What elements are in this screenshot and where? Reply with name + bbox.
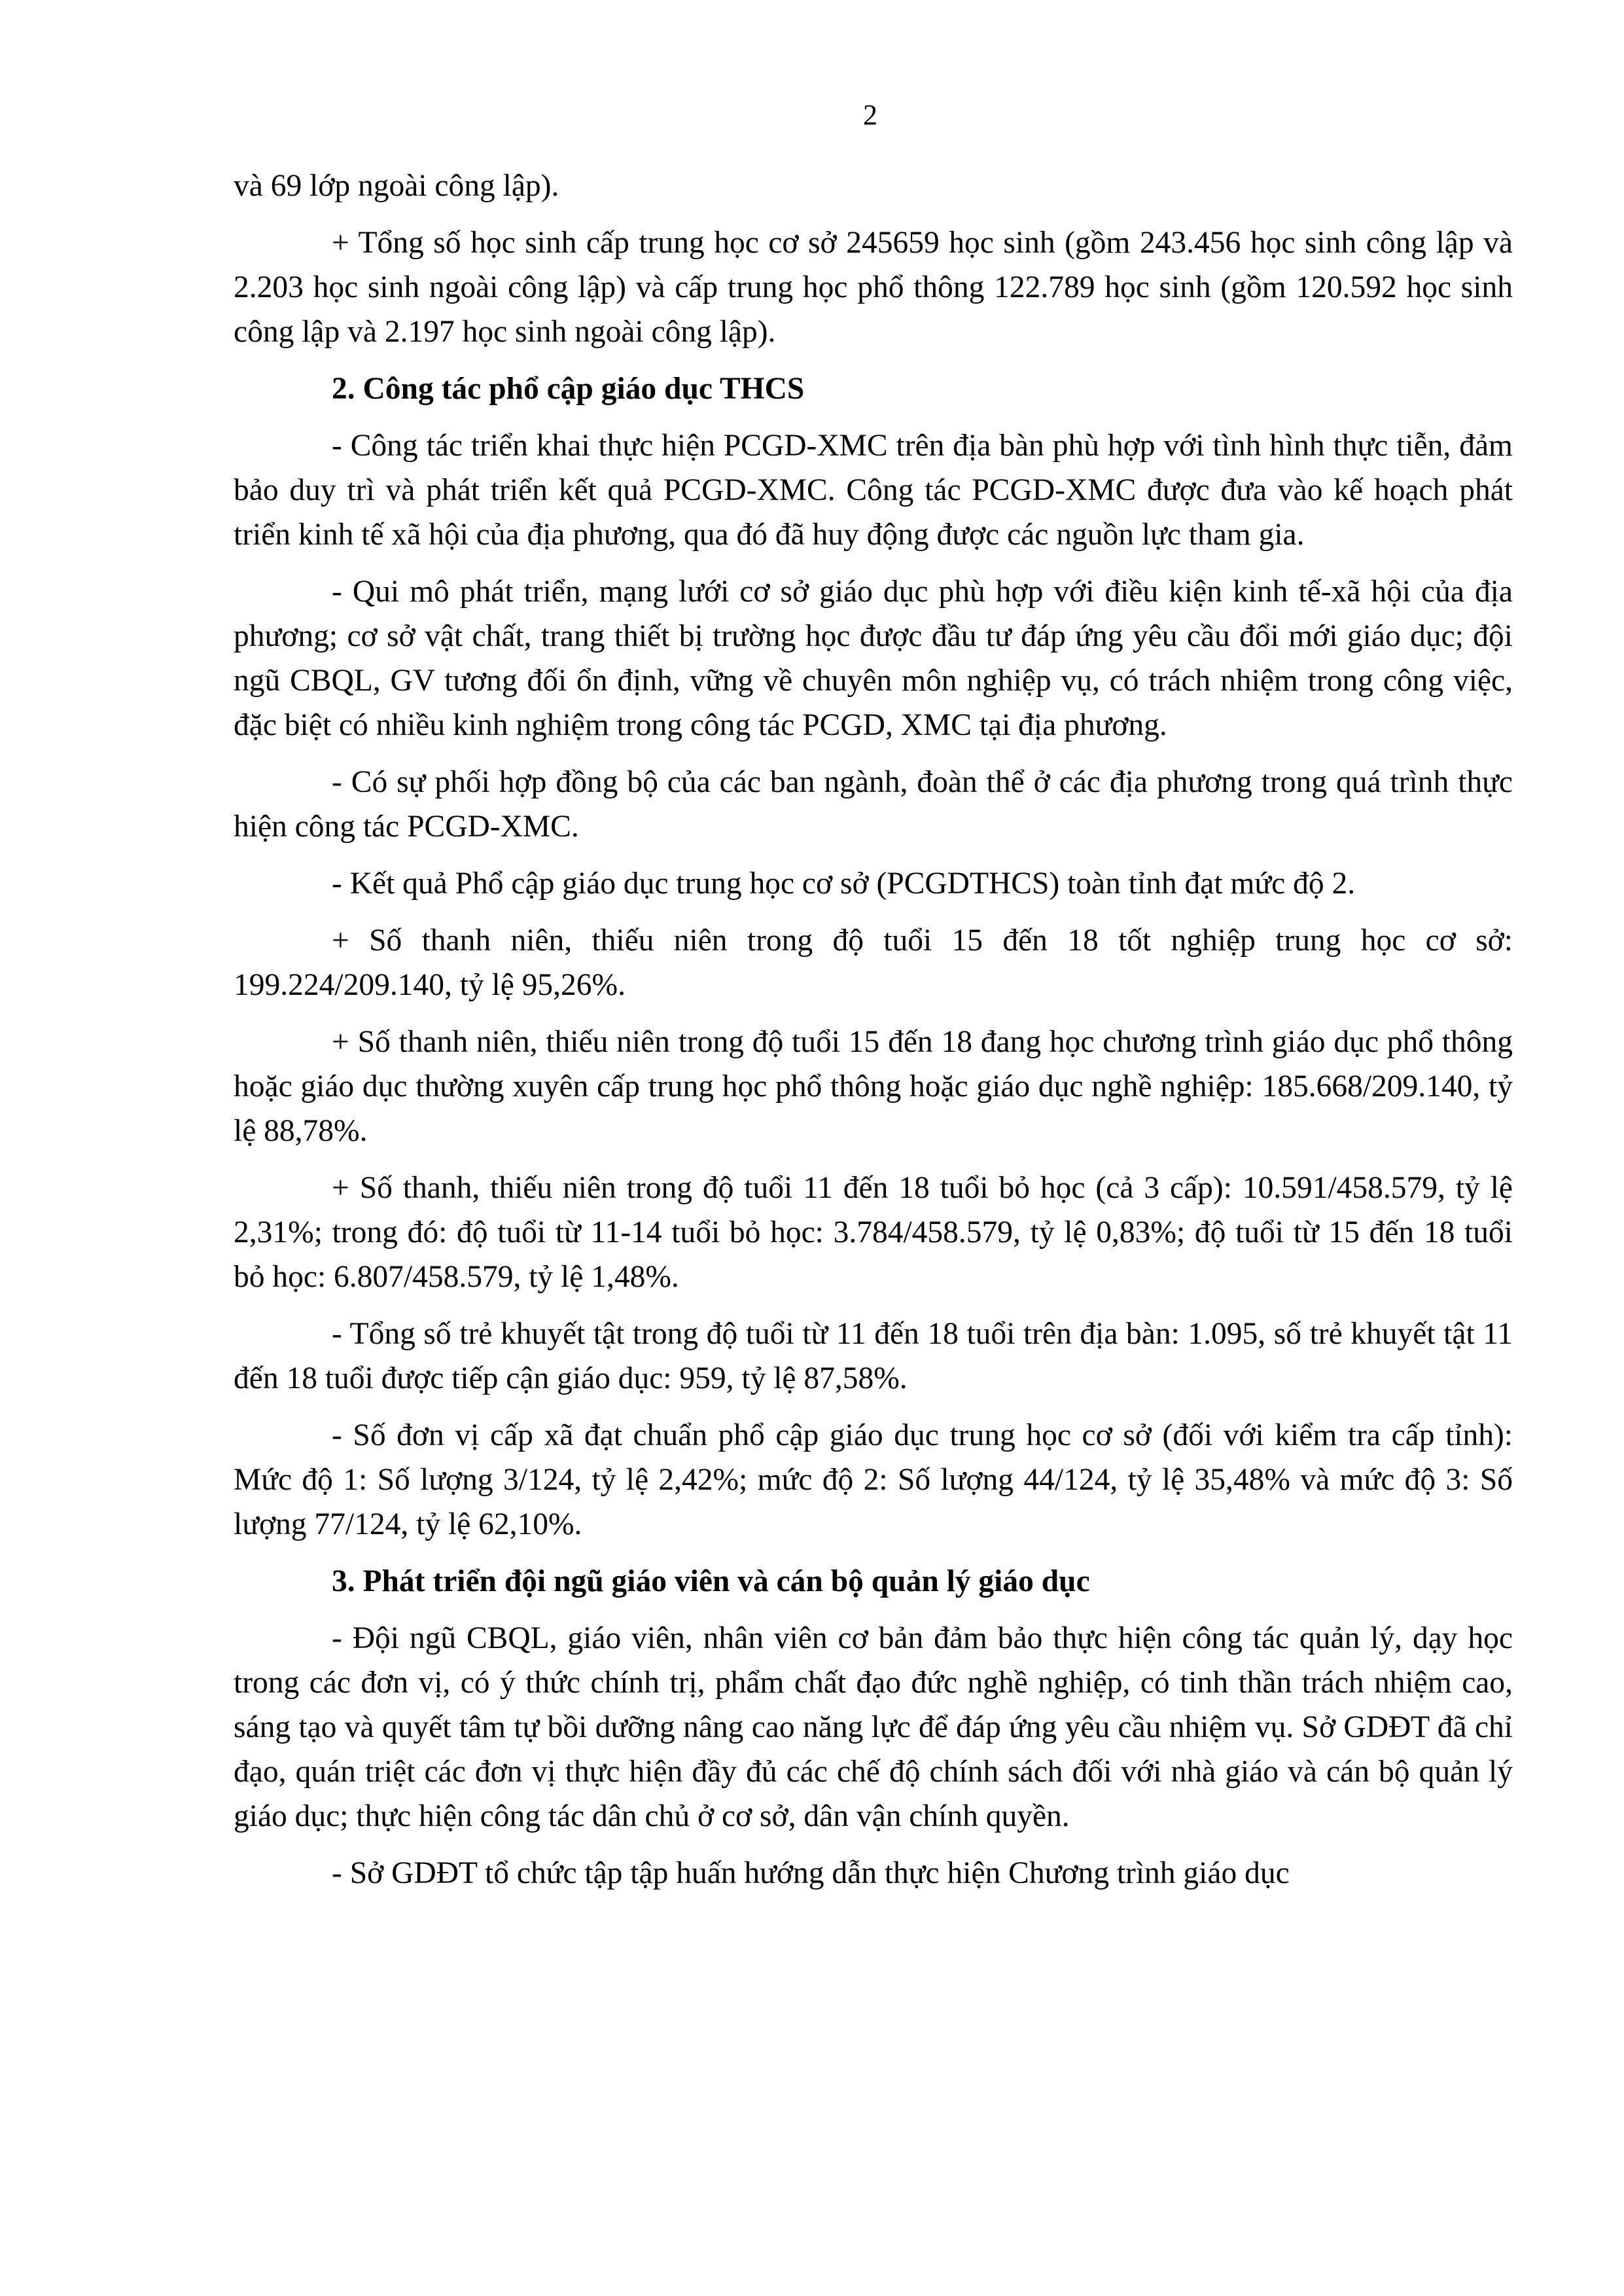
paragraph: - Tổng số trẻ khuyết tật trong độ tuổi từ 11 đến 18 tuổi trên địa bàn: 1.095, số trẻ khuyết tật 11 đến 18 tuổi được tiếp cận giáo dục: 959, tỷ lệ 87,58%. (234, 1317, 1513, 1395)
paragraph: + Số thanh, thiếu niên trong độ tuổi 11 đến 18 tuổi bỏ học (cả 3 cấp): 10.591/458.579, tỷ lệ 2,31%; trong đó: độ tuổi từ 11-14 tuổi bỏ học: 3.784/458.579, tỷ lệ 0,83%; độ tuổi từ 15 đến 18 tuổi bỏ học: 6.807/458.579, tỷ lệ 1,48%. (234, 1171, 1513, 1294)
section-heading-3: 3. Phát triển đội ngũ giáo viên và cán bộ quản lý giáo dục (332, 1564, 1090, 1598)
paragraph: - Số đơn vị cấp xã đạt chuẩn phổ cập giáo dục trung học cơ sở (đối với kiểm tra cấp tỉnh): Mức độ 1: Số lượng 3/124, tỷ lệ 2,42%; mức độ 2: Số lượng 44/124, tỷ lệ 35,48% và mức độ 3: Số lượng 77/124, tỷ lệ 62,10%. (234, 1418, 1513, 1541)
paragraph-student-totals: + Tổng số học sinh cấp trung học cơ sở 245659 học sinh (gồm 243.456 học sinh công lập và 2.203 học sinh ngoài công lập) và cấp trung học phổ thông 122.789 học sinh (gồm 120.592 học sinh công lập và 2.197 học sinh ngoài công lập). (234, 226, 1513, 349)
document-body (234, 164, 1513, 1908)
paragraph: + Số thanh niên, thiếu niên trong độ tuổi 15 đến 18 đang học chương trình giáo dục phổ thông hoặc giáo dục thường xuyên cấp trung học phổ thông hoặc giáo dục nghề nghiệp: 185.668/209.140, tỷ lệ 88,78%. (234, 1025, 1513, 1148)
paragraph: - Qui mô phát triển, mạng lưới cơ sở giáo dục phù hợp với điều kiện kinh tế-xã hội của địa phương; cơ sở vật chất, trang thiết bị trường học được đầu tư đáp ứng yêu cầu đổi mới giáo dục; đội ngũ CBQL, GV tương đối ổn định, vững về chuyên môn nghiệp vụ, có trách nhiệm trong công việc, đặc biệt có nhiều kinh nghiệm trong công tác PCGD, XMC tại địa phương. (234, 575, 1513, 742)
paragraph: - Công tác triển khai thực hiện PCGD-XMC trên địa bàn phù hợp với tình hình thực tiễn, đảm bảo duy trì và phát triển kết quả PCGD-XMC. Công tác PCGD-XMC được đưa vào kế hoạch phát triển kinh tế xã hội của địa phương, qua đó đã huy động được các nguồn lực tham gia. (234, 429, 1513, 552)
paragraph: - Có sự phối hợp đồng bộ của các ban ngành, đoàn thể ở các địa phương trong quá trình thực hiện công tác PCGD-XMC. (234, 765, 1513, 844)
paragraph: - Sở GDĐT tổ chức tập tập huấn hướng dẫn thực hiện Chương trình giáo dục (332, 1856, 1290, 1890)
paragraph-continuation: và 69 lớp ngoài công lập). (234, 169, 559, 203)
paragraph: + Số thanh niên, thiếu niên trong độ tuổi 15 đến 18 tốt nghiệp trung học cơ sở: 199.224/209.140, tỷ lệ 95,26%. (234, 924, 1513, 1002)
paragraph: - Đội ngũ CBQL, giáo viên, nhân viên cơ bản đảm bảo thực hiện công tác quản lý, dạy học trong các đơn vị, có ý thức chính trị, phẩm chất đạo đức nghề nghiệp, có tinh thần trách nhiệm cao, sáng tạo và quyết tâm tự bồi dưỡng nâng cao năng lực để đáp ứng yêu cầu nhiệm vụ. Sở GDĐT đã chỉ đạo, quán triệt các đơn vị thực hiện đầy đủ các chế độ chính sách đối với nhà giáo và cán bộ quản lý giáo dục; thực hiện công tác dân chủ ở cơ sở, dân vận chính quyền. (234, 1621, 1513, 1833)
paragraph: - Kết quả Phổ cập giáo dục trung học cơ sở (PCGDTHCS) toàn tỉnh đạt mức độ 2. (332, 867, 1356, 901)
page-number: 2 (863, 99, 877, 131)
section-heading-2: 2. Công tác phổ cập giáo dục THCS (332, 372, 805, 406)
